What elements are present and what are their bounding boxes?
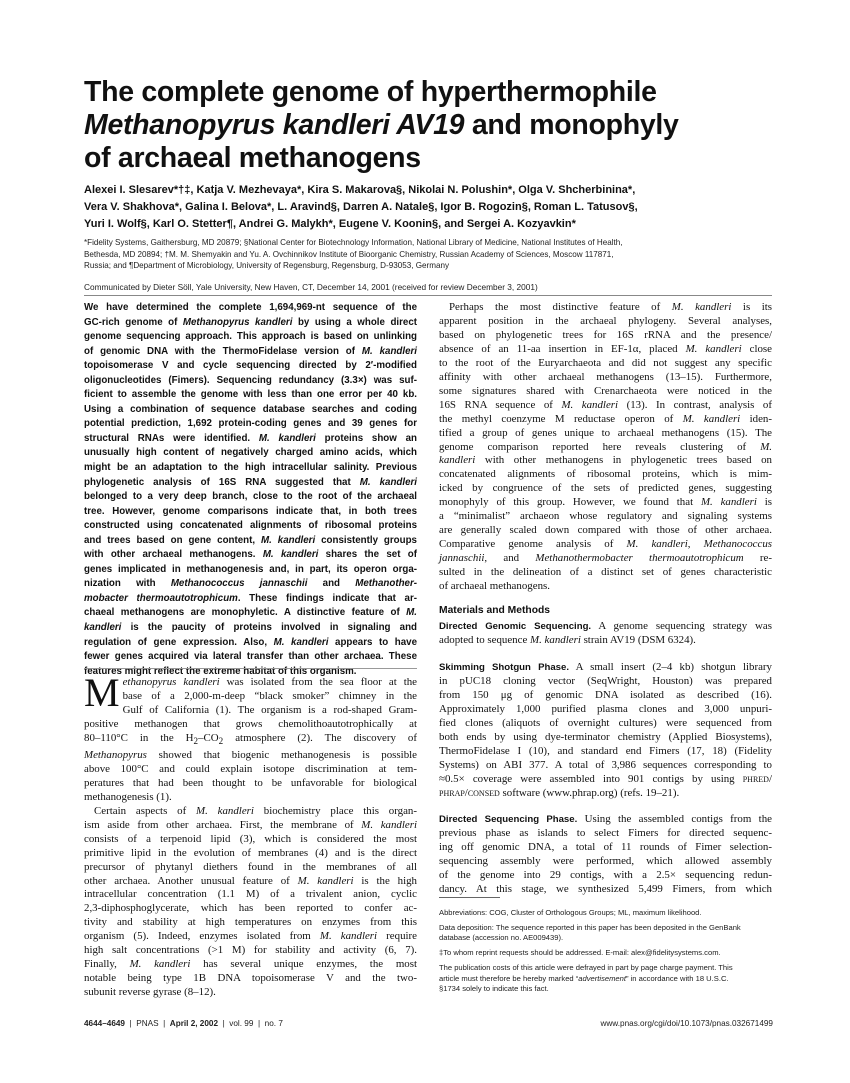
body-line: phrap/consed software (www.phrap.org) (refs. 19–21). <box>439 786 680 799</box>
body-line: apparent position in the archaeal phylogeny. Several analyses, <box>439 314 772 327</box>
body-line: kandleri with other methanogens in phylogenetic trees based on <box>439 454 772 467</box>
drop-cap: M <box>84 670 120 715</box>
footnote <box>439 923 774 944</box>
abstract-line: We have determined the complete 1,694,969-nt sequence of the <box>84 302 417 313</box>
intro-cap-lines <box>84 676 417 704</box>
run-in-heading: Directed Genomic Sequencing. <box>439 621 592 633</box>
directed-genomic-sequencing <box>439 620 772 648</box>
doi-link[interactable]: www.pnas.org/cgi/doi/10.1073/pnas.032671499 <box>600 1019 773 1028</box>
author-line: Vera V. Shakhova*, Galina I. Belova*, L. Aravind§, Darren A. Natale§, Igor B. Rogozin§, Roman L. Tatusov§, <box>84 201 638 213</box>
body-line: in pUC18 cloning vector (SeqWright, Houston) was prepared <box>439 674 772 687</box>
abstract-line: of genomic DNA with the ThermoFidelase version of M. kandleri <box>84 345 417 357</box>
page-range: 4644–4649 <box>84 1019 125 1028</box>
body-line: Perhaps the most distinctive feature of M. kandleri is its <box>449 301 773 313</box>
body-line: ThermoFidelase I (10), and standard end Fimers (17, 18) (Fidelity <box>439 744 772 757</box>
footnote <box>439 948 774 958</box>
body-line: of the genome into 29 contigs, with a 2.5× sequencing redun- <box>439 869 772 882</box>
body-line: icked by congruence of the sets of predicted genes, suggesting <box>439 482 772 495</box>
intro-line: intracellular concentration (1.1 M) of a trivalent anion, cyclic <box>84 888 417 901</box>
body-line: Directed Genomic Sequencing. A genome sequencing strategy was <box>439 620 772 633</box>
footnote-line: database (accession no. AE009439). <box>439 933 564 943</box>
intro-line: high salt concentrations (>1 M) for stability and activity (6, 7). <box>84 944 417 957</box>
body-line: adopted to sequence M. kandleri strain AV19 (DSM 6324). <box>439 633 696 646</box>
abstract-line: features might reflect the extreme habitat of this organism. <box>84 665 357 677</box>
body-line: are generally scaled down compared with those of other archaea. <box>439 524 772 537</box>
body-line: previous phase as islands to select Fimers for directed sequenc- <box>439 827 772 840</box>
footnote-line: ‡To whom reprint requests should be addressed. E-mail: alex@fidelitysystems.com. <box>439 948 721 958</box>
run-in-heading: Skimming Shotgun Phase. <box>439 661 569 673</box>
intro-line: peratures that had been thought to be unfavorable for biological <box>84 776 417 789</box>
body-line: absence of an 11-aa insertion in EF-1α, placed M. kandleri close <box>439 342 772 355</box>
body-line: Comparative genome analysis of M. kandleri, Methanococcus <box>439 538 772 551</box>
body-line: Skimming Shotgun Phase. A small insert (2–4 kb) shotgun library <box>439 660 772 673</box>
intro-line: Certain aspects of M. kandleri biochemistry place this organ- <box>94 804 417 817</box>
footnote-line: Data deposition: The sequence reported in this paper has been deposited in the GenBank <box>439 922 741 932</box>
abstract-line: genome sequencing approach. This approach is based on unlinking <box>84 331 417 343</box>
body-line: fied clones (aliquots of overnight cultures) were sequenced from <box>439 716 772 729</box>
affiliation-line: *Fidelity Systems, Gaithersburg, MD 20879; §National Center for Biotechnology Information, National Library of Medicine, National Institutes of Health, <box>84 238 623 247</box>
footnote <box>439 963 774 994</box>
abstract-line: kandleri is the paucity of proteins involved in signaling and <box>84 622 417 634</box>
page-footer-citation: 4644–4649 | PNAS | April 2, 2002 | vol. 99 | no. 7 <box>84 1019 283 1028</box>
body-line: Approximately 1,000 purified plasma clones and 3,000 unpuri- <box>439 702 772 715</box>
intro-line: consists of a terpenoid lipid (3), which is considered the most <box>84 832 417 845</box>
body-line: jannaschii, and Methanothermobacter thermoautotrophicum re- <box>439 552 772 565</box>
body-line: of archaeal methanogens. <box>439 580 550 593</box>
abstract-divider <box>84 668 417 669</box>
intro-line: Methanopyrus showed that biogenic methanogenesis is possible <box>84 748 417 761</box>
author-list <box>84 182 774 233</box>
intro-line: tivity and stability at high temperatures on enzymes from this <box>84 916 417 929</box>
abstract-line: nization with Methanococcus jannaschii and Methanother- <box>84 578 417 590</box>
abstract-line: and trees based on gene content, M. kandleri consistently groups <box>84 534 417 546</box>
affiliation-line: Bethesda, MD 20894; †M. M. Shemyakin and Yu. A. Ovchinnikov Institute of Bioorganic Chemistry, Russian Academy of Sciences, Moscow 117871, <box>84 249 614 259</box>
body-line: concatenated alignments of ribosomal proteins, which is mim- <box>439 468 772 481</box>
body-line: based on phylogenetic trees for 16S rRNA and the presence/ <box>439 328 772 341</box>
intro-line: subunit reverse gyrase (8–12). <box>84 986 216 999</box>
title-line-3: of archaeal methanogens <box>84 142 421 174</box>
methods-heading: Materials and Methods <box>439 605 550 617</box>
abstract-line: mobacter thermoautotrophicum. These findings indicate that ar- <box>84 592 417 604</box>
directed-sequencing-phase <box>439 813 772 897</box>
affiliations <box>84 237 774 272</box>
abstract-line: chaeal methanogens are monophyletic. A distinctive feature of M. <box>84 607 417 619</box>
intro-line: ism aside from other archaea. First, the membrane of M. kandleri <box>84 818 417 831</box>
body-line: both ends by using dye-terminator chemistry (Applied Biosystems), <box>439 730 772 743</box>
abstract-line: Using a combination of sequence database searches and coding <box>84 403 417 415</box>
intro-line: notable being type 1B DNA topoisomerase V and the two- <box>84 972 417 985</box>
body-line: 16S RNA sequence of M. kandleri (13). In contrast, analysis of <box>439 398 772 411</box>
footnote-line: article must therefore be hereby marked “advertisement” in accordance with 18 U.S.C. <box>439 973 729 983</box>
header-divider <box>84 295 772 296</box>
footnote-line: The publication costs of this article were defrayed in part by page charge payment. This <box>439 963 733 973</box>
body-line: dancy. At this stage, we synthesized 5,499 Fimers, from which <box>439 883 772 896</box>
footnote-line: §1734 solely to indicate this fact. <box>439 983 549 993</box>
intro-line: 2,3-diphosphoglycerate, which has been reported to confer ac- <box>84 902 417 915</box>
abstract <box>84 301 417 679</box>
intro-line: methanogenesis (1). <box>84 790 172 803</box>
communicated-by: Communicated by Dieter Söll, Yale University, New Haven, CT, December 14, 2001 (received for review December 3, 2001) <box>84 282 538 292</box>
abstract-line: GC-rich genome of Methanopyrus kandleri by using a whole direct <box>84 316 417 328</box>
body-line: sulted in the delineation of a distinct set of genes characteristic <box>439 566 772 579</box>
phylogeny-paragraph <box>439 301 772 594</box>
abstract-line: potential prediction, 1,692 protein-coding genes and 39 genes for <box>84 418 417 430</box>
intro-line: ethanopyrus kandleri was isolated from the sea floor at the <box>122 676 417 688</box>
title-line-2 <box>84 109 784 142</box>
intro-line: primitive lipid in the evolution of membranes (4) and is the direct <box>84 846 417 859</box>
body-line: from 150 μg of genomic DNA isolated as described (16). <box>439 688 772 701</box>
intro-line: Finally, M. kandleri has several unique enzymes, the most <box>84 958 417 971</box>
body-line: monophyly of this group. However, we found that M. kandleri is <box>439 496 772 509</box>
abstract-line: ficient to assemble the genome with less than one error per 40 kb. <box>84 389 417 401</box>
body-line: some signatures shared with Crenarchaeota were noticed in the <box>439 384 772 397</box>
article-title <box>84 76 784 175</box>
author-line: Yuri I. Wolf§, Karl O. Stetter¶, Andrei G. Malykh*, Eugene V. Koonin§, and Sergei A. Kozyavkin* <box>84 218 576 230</box>
body-line: genome comparison reported here reveals clustering of M. <box>439 440 772 453</box>
body-line: the methyl coenzyme M reductase operon of M. kandleri iden- <box>439 412 772 425</box>
footnote-divider <box>439 897 500 898</box>
intro-line: Gulf of California (1). The organism is a rod-shaped Gram- <box>122 703 417 716</box>
body-line: ing off genomic DNA, a total of 11 rounds of Fimer selection- <box>439 841 772 854</box>
body-line: Directed Sequencing Phase. Using the assembled contigs from the <box>439 813 772 826</box>
abstract-line: phylogenetic analysis of 16S RNA suggested that M. kandleri <box>84 476 417 488</box>
body-line: affinity with other archaeal methanogens (13–15). Furthermore, <box>439 370 772 383</box>
intro-paragraph-2 <box>84 805 417 1000</box>
intro-line: organism (5). Indeed, enzymes isolated from M. kandleri require <box>84 930 418 943</box>
issue-number: no. 7 <box>264 1019 283 1028</box>
abstract-line: tree. However, genome comparisons indicate that, in both trees <box>84 505 417 517</box>
intro-line: 80–110°C in the $H_2-CO_2$ atmosphere (2). The discovery of <box>84 731 417 746</box>
intro-line: precursor of phytanyl diethers found in the membranes of all <box>84 860 417 873</box>
intro-line: other archaea. Another unusual feature of M. kandleri is the high <box>84 874 417 887</box>
intro-line: above 100°C and could explain isotope discrimination at tem- <box>84 762 417 775</box>
journal-name: PNAS <box>136 1019 159 1028</box>
abstract-line: might be an adaptation to the high intracellular salinity. Previous <box>84 462 417 474</box>
abstract-line: structural RNAs were identified. M. kandleri proteins show an <box>84 432 417 444</box>
volume: vol. 99 <box>229 1019 254 1028</box>
body-line: ≈0.5× coverage were assembled into 901 contigs by using phred/ <box>439 772 772 785</box>
abstract-line: genes implicated in methanogenesis and, in part, its operon orga- <box>84 563 417 575</box>
body-line: a “minimalist” archaeon whose regulatory and signaling systems <box>439 510 772 523</box>
footnote <box>439 908 774 918</box>
body-line: tified a group of genes unique to archaeal methanogens (15). The <box>439 426 772 439</box>
title-line-1: The complete genome of hyperthermophile <box>84 76 657 108</box>
abstract-line: fewer genes acquired via lateral transfer than other archaea. These <box>84 651 417 663</box>
affiliation-line: Russia; and ¶Department of Microbiology, University of Regensburg, Regensburg, D-93053, Germany <box>84 261 449 270</box>
run-in-heading: Directed Sequencing Phase. <box>439 814 578 826</box>
abstract-line: unusually high content of negatively charged amino acids, which <box>84 447 417 459</box>
body-line: Systems) on ABI 377. A total of 3,986 sequences corresponding to <box>439 758 772 771</box>
intro-line: base of a 2,000-m-deep “black smoker” chimney in the <box>122 689 417 702</box>
abstract-line: regulation of gene expression. Also, M. kandleri appears to have <box>84 636 418 648</box>
author-line: Alexei I. Slesarev*†‡, Katja V. Mezhevaya*, Kira S. Makarova§, Nikolai N. Polushin*, Olga V. Shcherbinina*, <box>84 184 636 196</box>
issue-date: April 2, 2002 <box>169 1019 219 1028</box>
body-line: sequencing assembly were performed, which allowed assembly <box>439 855 772 868</box>
intro-paragraph-1 <box>84 704 417 805</box>
right-column <box>439 301 772 897</box>
title-organism: Methanopyrus kandleri AV19 <box>84 109 465 141</box>
intro-line: positive methanogen that grows chemolithoautotrophically at <box>84 717 417 730</box>
abstract-line: topoisomerase V and cycle sequencing directed by 2′-modified <box>84 360 417 372</box>
abstract-line: with other archaeal methanogens. M. kandleri shares the set of <box>84 549 417 561</box>
footnote-line: Abbreviations: COG, Cluster of Orthologous Groups; ML, maximum likelihood. <box>439 908 702 917</box>
abstract-line: belonged to a very deep branch, close to the root of the archaeal <box>84 491 417 503</box>
abstract-line: constructed using concatenated alignments of ribosomal proteins <box>84 520 417 532</box>
body-line: to the root of the Euryarchaeota and did not suggest any specific <box>439 356 772 369</box>
abstract-line: oligonucleotides (Fimers). Sequencing redundancy (3.3×) was suf- <box>84 374 417 386</box>
footnotes <box>439 908 774 999</box>
skimming-shotgun-phase <box>439 661 772 801</box>
title-line-2-rest: and monophyly <box>464 109 679 141</box>
